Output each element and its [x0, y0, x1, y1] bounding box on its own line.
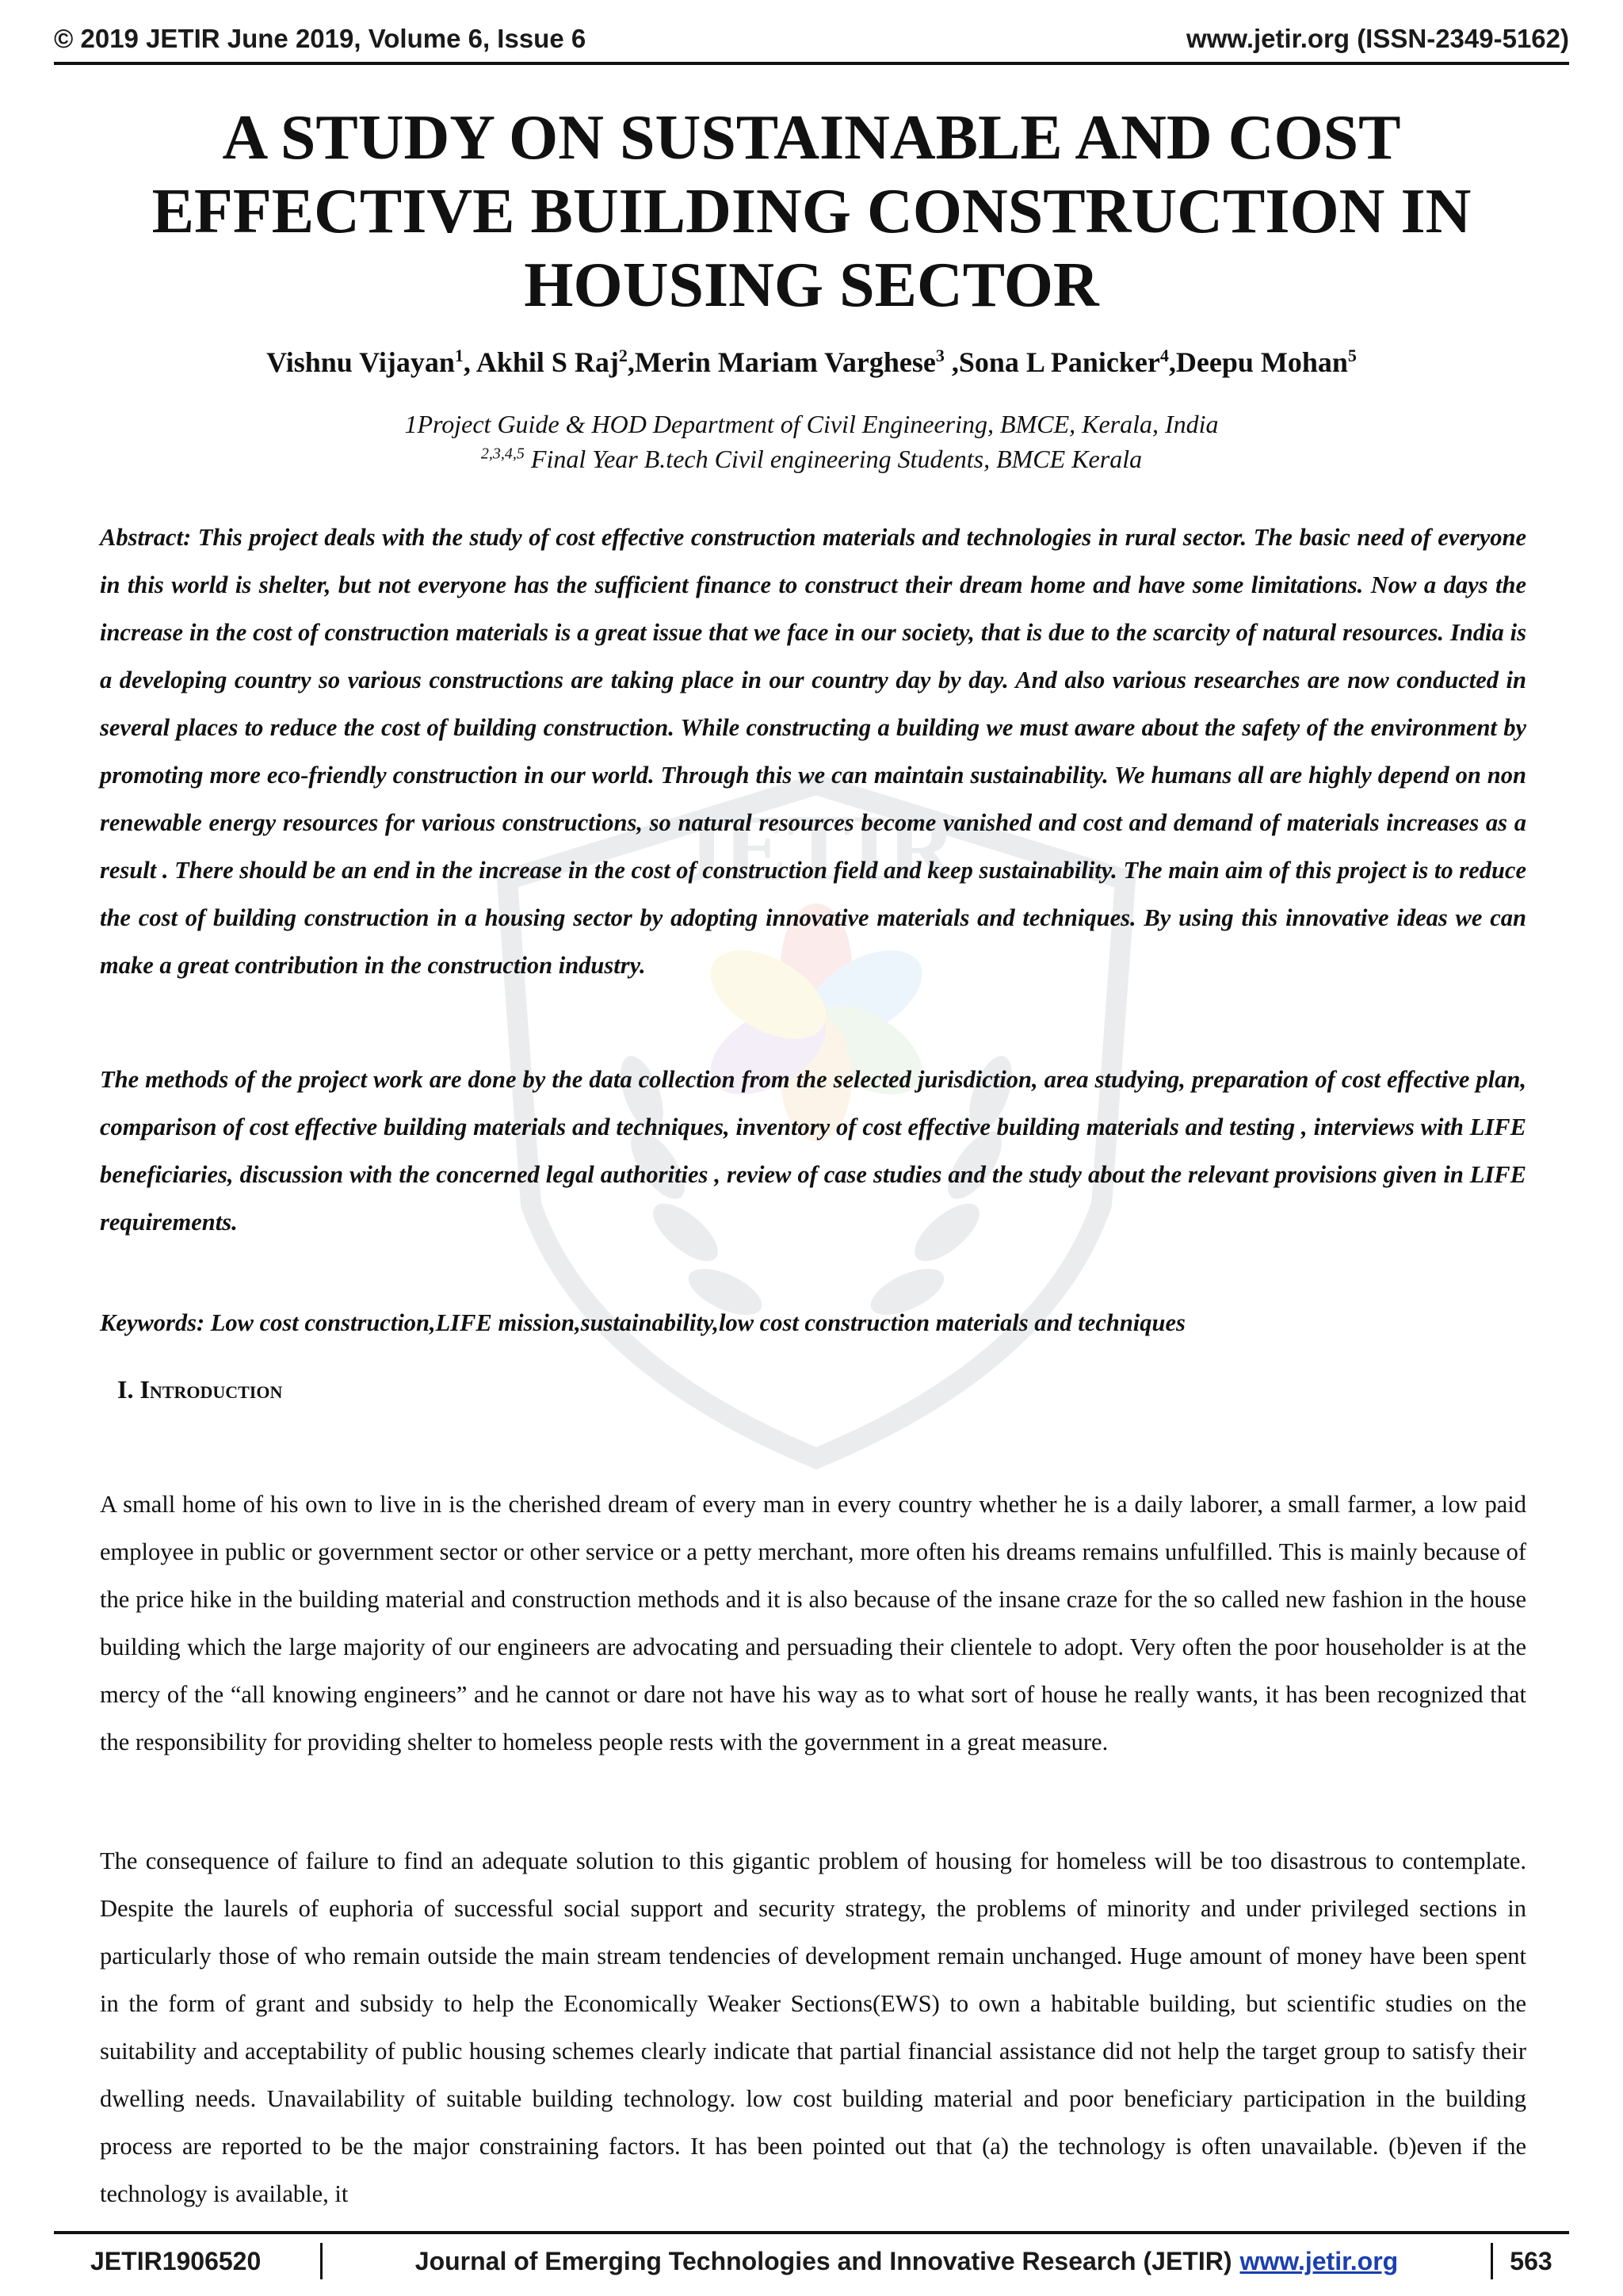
paper-id: JETIR1906520 [90, 2246, 262, 2275]
author: Akhil S Raj$^2$, [475, 346, 635, 378]
section-title: Introduction [139, 1375, 283, 1404]
intro-paragraph-2: The consequence of failure to find an adequate solution to this gigantic problem of housing for homeless will be too disastrous to contemplate. Despite the laurels of euphoria of successful social support and security strategy, the problems of minority and under privileged sections in particularly those of who remain outside the main stream tendencies of development remain unchanged. Huge amount of money have been spent in the form of grant and subsidy to help the Economically Weaker Sections(EWS) to own a habitable building, but scientific studies on the suitability and acceptability of public housing schemes clearly indicate that partial financial assistance did not help the target group to satisfy their dwelling needs. Unavailability of suitable building technology. low cost building material and poor beneficiary participation in the building process are reported to be the major constraining factors. It has been pointed out that (a) the technology is often unavailable. (b)even if the technology is available, it [100, 1847, 1526, 2207]
affiliation-line-2: $^{2,3,4,5}$ Final Year B.tech Civil engineering Students, BMCE Kerala [480, 445, 1143, 473]
affiliation-line-1: 1Project Guide & HOD Department of Civil Engineering, BMCE, Kerala, India [404, 410, 1219, 438]
running-header [54, 19, 1569, 59]
keywords: Keywords: Low cost construction,LIFE mission,sustainability,low cost construction materials and techniques [100, 1309, 1186, 1336]
watermark-text: JETIR [676, 795, 957, 900]
paper-title: A STUDY ON SUSTAINABLE AND COST EFFECTIVE BUILDING CONSTRUCTION IN HOUSING SECTOR [151, 103, 1472, 320]
author: Deepu Mohan$^5$ [1175, 346, 1357, 378]
journal-link[interactable]: www.jetir.org [1239, 2246, 1399, 2275]
intro-paragraph-1: A small home of his own to live in is the cherished dream of every man in every country whether he is a daily laborer, a small farmer, a low paid employee in public or government sector or other service or a petty merchant, more often his dreams remains unfulfilled. This is mainly because of the price hike in the building material and construction methods and it is also because of the insane craze for the so called new fashion in the house building which the large majority of our engineers are advocating and persuading their clientele to adopt. Very often the poor householder is at the mercy of the “all knowing engineers” and he cannot or dare not have his way as to what sort of house he really wants, it has been recognized that the responsibility for providing shelter to homeless people rests with the government in a great measure. [100, 1491, 1526, 1755]
section-number: I. [117, 1375, 134, 1404]
abstract-paragraph-2: The methods of the project work are done by the data collection from the selected jurisdiction, area studying, preparation of cost effective plan, comparison of cost effective building materials and techniques, inventory of cost effective building materials and testing , interviews with LIFE beneficiaries, discussion with the concerned legal authorities , review of case studies and the study about the relevant provisions given in LIFE requirements. [100, 1066, 1526, 1236]
page-number: 563 [1510, 2246, 1552, 2275]
section-heading-introduction [117, 1375, 282, 1404]
abstract-paragraph-1: Abstract: This project deals with the study of cost effective construction materials and technologies in rural sector. The basic need of everyone in this world is shelter, but not everyone has the sufficient finance to construct their dream home and have some limitations. Now a days the increase in the cost of construction materials is a great issue that we face in our society, that is due to the scarcity of natural resources. India is a developing country so various constructions are taking place in our country day by day. And also various researches are now conducted in several places to reduce the cost of building construction. While constructing a building we must aware about the safety of the environment by promoting more eco-friendly construction in our world. Through this we can maintain sustainability. We humans all are highly depend on non renewable energy resources for various constructions, so natural resources become vanished and cost and demand of materials increases as a result . There should be an end in the increase in the cost of construction field and keep sustainability. The main aim of this project is to reduce the cost of building construction in a housing sector by adopting innovative materials and techniques. By using this innovative ideas we can make a great contribution in the construction industry. [100, 524, 1526, 979]
journal-name: Journal of Emerging Technologies and Innovative Research (JETIR) www.jetir.org [414, 2246, 1399, 2275]
author: Vishnu Vijayan$^1$, [266, 346, 476, 378]
author: Sona L Panicker$^4$, [958, 346, 1176, 378]
author-list [79, 346, 1544, 379]
running-footer [54, 2240, 1569, 2283]
journal-website-issn: www.jetir.org (ISSN-2349-5162) [1186, 24, 1569, 53]
journal-issue-info: © 2019 JETIR June 2019, Volume 6, Issue 6 [54, 24, 586, 53]
header-divider [54, 62, 1569, 65]
author: Merin Mariam Varghese$^3$ , [634, 346, 959, 378]
footer-divider [54, 2231, 1569, 2234]
